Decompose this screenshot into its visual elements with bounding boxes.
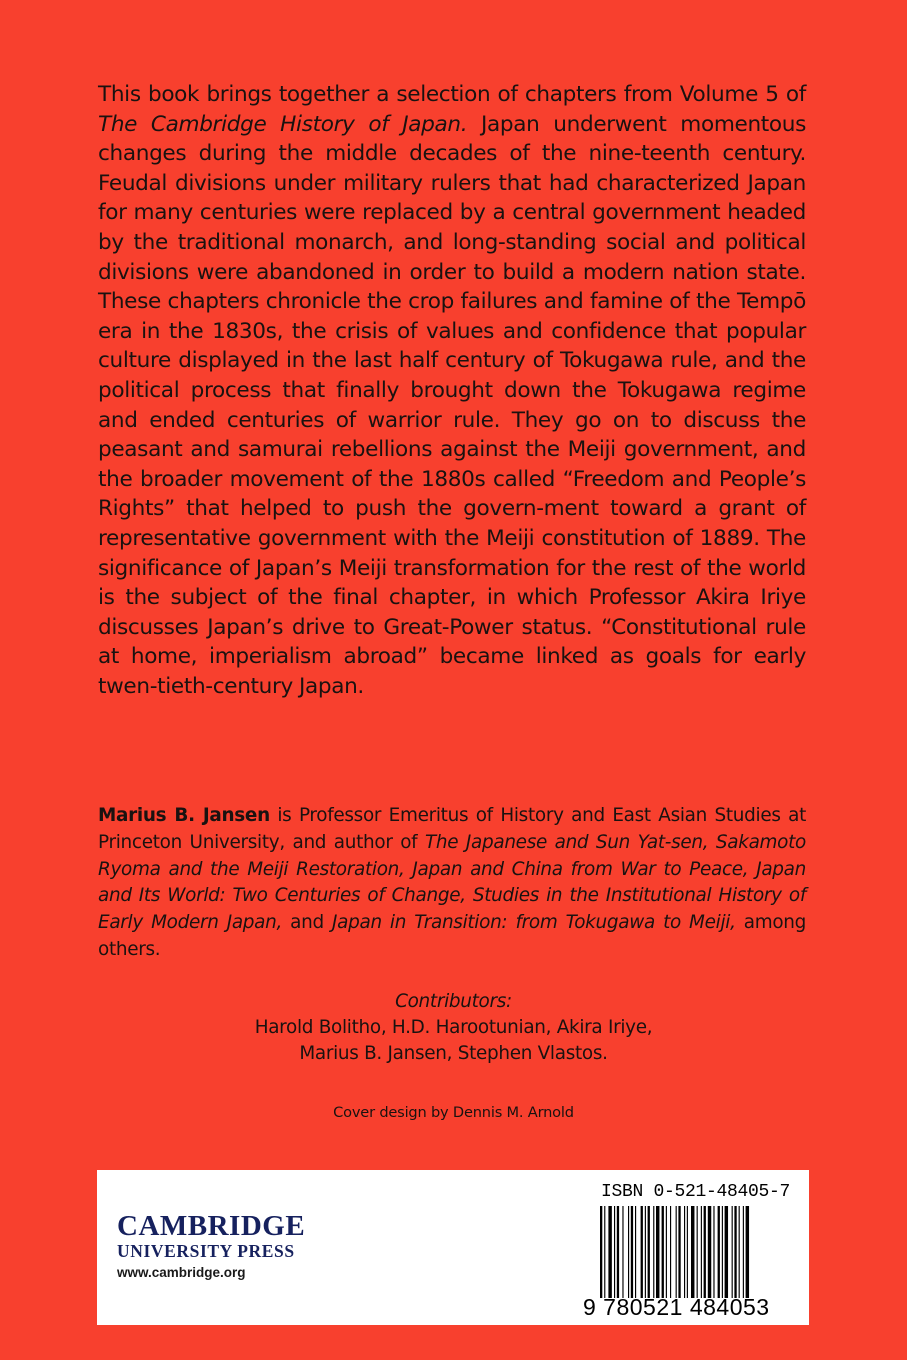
isbn-label: ISBN 0-521-48405-7 (601, 1182, 791, 1202)
cambridge-logo (117, 1212, 305, 1284)
author-last-work: Japan in Transition: from Tokugawa to Meiji, (332, 912, 736, 934)
publisher-subname: UNIVERSITY PRESS (117, 1241, 295, 1261)
barcode-number: 9 780521 484053 (583, 1294, 770, 1320)
author-bio-and: and (282, 912, 333, 934)
author-works: The Japanese and Sun Yat-sen, Sakamoto Ryoma and the Meiji Restoration, Japan and China from War to Peace, Japan and Its World: Two Centuries of Change, Studies in the Institutional History of Early Modern Japan, (98, 831, 806, 934)
barcode-icon (600, 1206, 790, 1298)
contributors-line-1: Harold Bolitho, H.D. Harootunian, Akira Iriye, (254, 1017, 653, 1038)
contributors-heading: Contributors: (395, 991, 512, 1012)
description-text-body: Japan underwent momentous changes during the middle decades of the nine-teenth century. Feudal divisions under military rulers that had characterized Japan for many centuries were replaced by a central government headed by the traditional monarch, and long-standing social and political divisions were abandoned in order to build a modern nation state. These chapters chronicle the crop failures and famine of the Tempō era in the 1830s, the crisis of values and confidence that popular culture displayed in the last half century of Tokugawa rule, and the political process that finally brought down the Tokugawa regime and ended centuries of warrior rule. They go on to discuss the peasant and samurai rebellions against the Meiji government, and the broader movement of the 1880s called “Freedom and People’s Rights” that helped to push the govern-ment toward a grant of representative government with the Meiji constitution of 1889. The significance of Japan’s Meiji transformation for the rest of the world is the subject of the final chapter, in which Professor Akira Iriye discusses Japan’s drive to Great-Power status. “Constitutional rule at home, imperialism abroad” became linked as goals for early twen-tieth-century Japan. (98, 111, 806, 699)
publisher-panel (97, 1170, 809, 1325)
author-bio-text: is Professor Emeritus of History and East Asian Studies at Princeton University, and author of (98, 805, 806, 853)
cover-design-credit: Cover design by Dennis M. Arnold (333, 1104, 574, 1121)
series-title: The Cambridge History of Japan. (98, 111, 468, 137)
contributors-block (0, 989, 907, 1067)
author-name: Marius B. Jansen (98, 805, 270, 826)
contributors-line-2: Marius B. Jansen, Stephen Vlastos. (299, 1043, 608, 1064)
description-text-start: This book brings together a selection of chapters from Volume 5 of (98, 82, 806, 107)
publisher-url: www.cambridge.org (117, 1265, 246, 1280)
book-description (98, 80, 806, 701)
author-bio (98, 803, 806, 964)
publisher-name: CAMBRIDGE (117, 1210, 306, 1242)
author-bio-end: among others. (98, 912, 806, 960)
